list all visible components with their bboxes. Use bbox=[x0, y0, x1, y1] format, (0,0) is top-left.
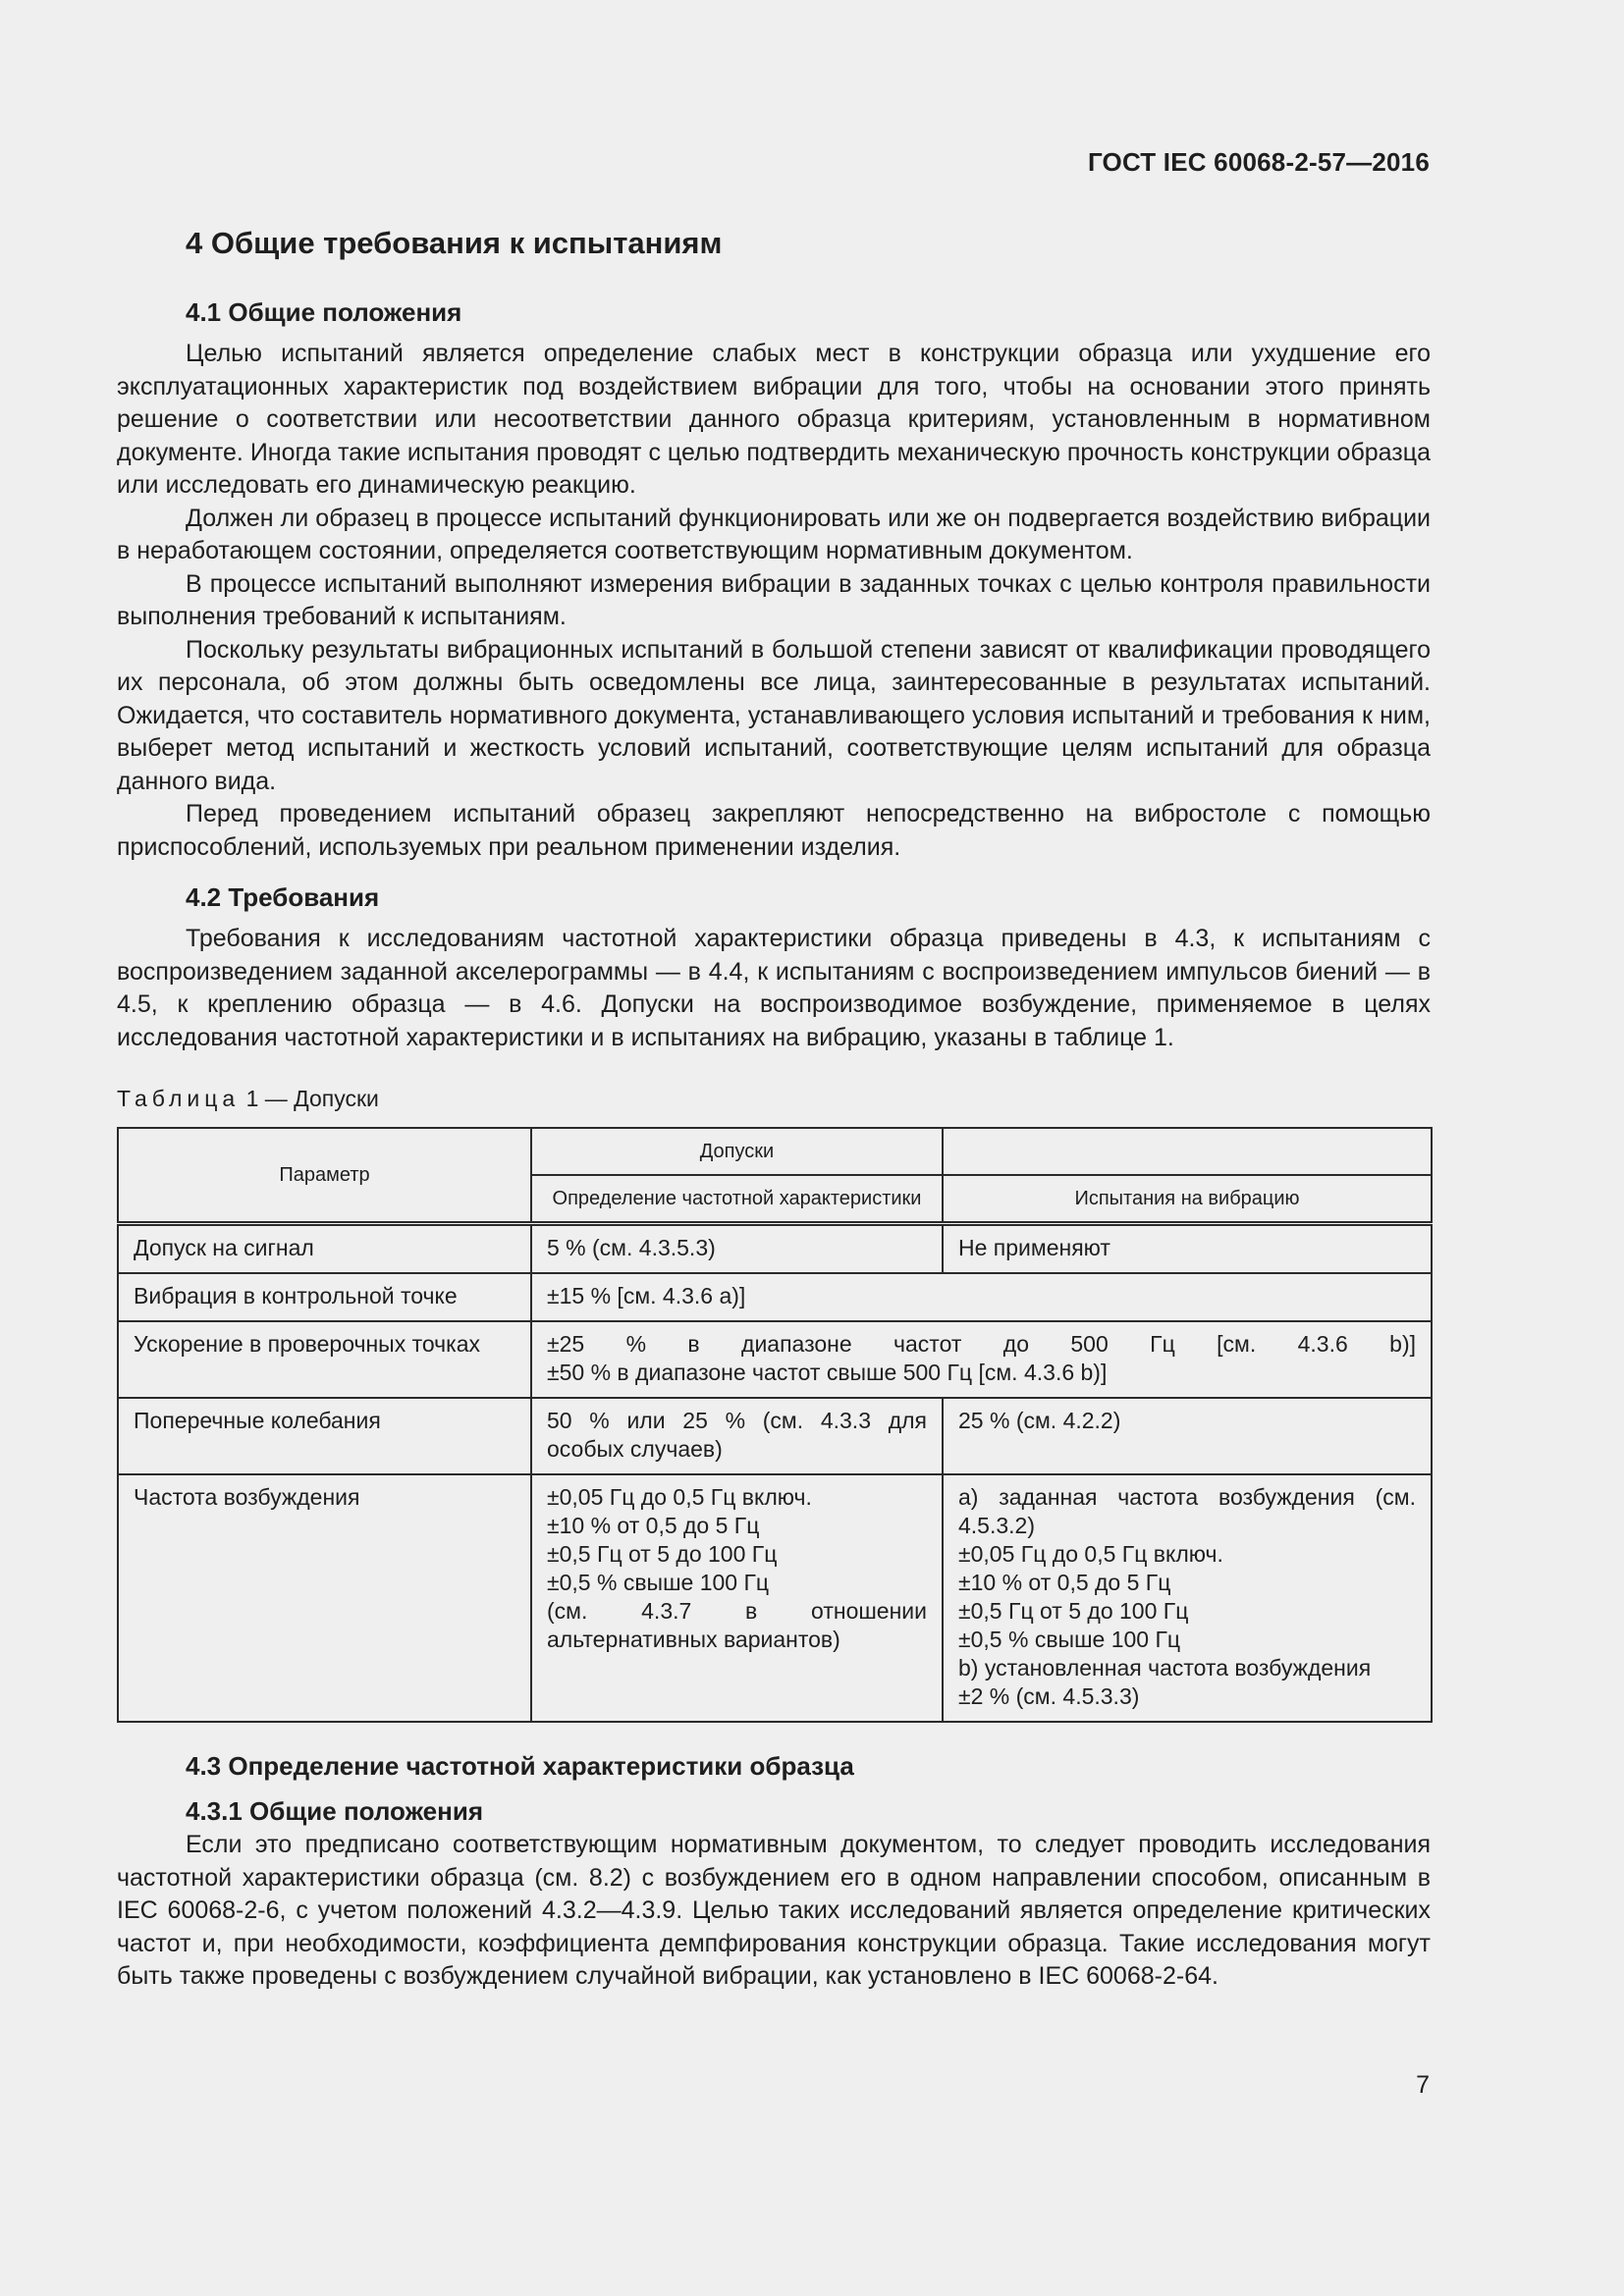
table-row bbox=[118, 1224, 1432, 1274]
section-4-1-paragraph: Целью испытаний является определение слабых мест в конструкции образца или ухудшение его эксплуатационных характеристик под воздействием вибрации для того, чтобы на основании этого принять решение о соответствии или несоответствии данного образца критериям, установленным в нормативном документе. Иногда такие испытания проводят с целью подтвердить механическую прочность конструкции образца или исследовать его динамическую реакцию. bbox=[117, 340, 1431, 499]
cell-parameter: Ускорение в проверочных точках bbox=[118, 1321, 531, 1398]
table-row bbox=[118, 1474, 1432, 1722]
cell-line: a) заданная частота возбуждения (см. 4.5.3.2) bbox=[958, 1484, 1416, 1538]
section-4-1-paragraph: Поскольку результаты вибрационных испытаний в большой степени зависят от квалификации проводящего их персонала, об этом должны быть осведомлены все лица, заинтересованные в результатах испытаний. Ожидается, что составитель нормативного документа, устанавливающего условия испытаний и требования к ним, выберет метод испытаний и жесткость условий испытаний, соответствующие целям испытаний для образца данного вида. bbox=[117, 635, 1431, 795]
table-caption bbox=[117, 1084, 1431, 1113]
cell-parameter: Вибрация в контрольной точке bbox=[118, 1273, 531, 1321]
cell-line: ±0,5 % свыше 100 Гц bbox=[958, 1627, 1181, 1652]
header-parameter: Параметр bbox=[118, 1128, 531, 1224]
cell-line: ±0,5 Гц от 5 до 100 Гц bbox=[547, 1541, 778, 1567]
tolerance-table bbox=[117, 1127, 1433, 1723]
section-4-3-1-title: 4.3.1 Общие положения bbox=[186, 1796, 483, 1826]
table-header-row bbox=[118, 1128, 1432, 1175]
header-frequency-response: Определение частотной характеристики bbox=[531, 1175, 943, 1224]
cell-parameter: Поперечные колебания bbox=[118, 1398, 531, 1474]
table-caption-label: Таблица bbox=[117, 1086, 241, 1111]
table-row bbox=[118, 1273, 1432, 1321]
cell-line: (см. 4.3.7 в отношении альтернативных вариантов) bbox=[547, 1598, 927, 1652]
cell-line: ±0,05 Гц до 0,5 Гц включ. bbox=[958, 1541, 1223, 1567]
cell-combined bbox=[531, 1321, 1432, 1398]
cell-line: ±10 % от 0,5 до 5 Гц bbox=[547, 1513, 760, 1538]
cell-parameter: Частота возбуждения bbox=[118, 1474, 531, 1722]
table-row bbox=[118, 1398, 1432, 1474]
cell-vibration-test: Не применяют bbox=[943, 1224, 1432, 1274]
cell-vibration-test: 25 % (см. 4.2.2) bbox=[943, 1398, 1432, 1474]
cell-vibration-test bbox=[943, 1474, 1432, 1722]
section-4-1-title: 4.1 Общие положения bbox=[186, 297, 462, 327]
cell-line: ±25 % в диапазоне частот до 500 Гц [см. 4.3.6 b)] bbox=[547, 1331, 1416, 1357]
section-4-1-paragraph: Перед проведением испытаний образец закрепляют непосредственно на вибростоле с помощью приспособлений, используемых при реальном применении изделия. bbox=[117, 800, 1431, 861]
cell-frequency-response: 50 % или 25 % (см. 4.3.3 для особых случаев) bbox=[531, 1398, 943, 1474]
page-number: 7 bbox=[1416, 2071, 1430, 2099]
section-4-2-paragraph: Требования к исследованиям частотной характеристики образца приведены в 4.3, к испытаниям с воспроизведением заданной акселерограммы — в 4.4, к испытаниям с воспроизведением импульсов биений — в 4.5, к креплению образца — в 4.6. Допуски на воспроизводимое возбуждение, применяемое в целях исследования частотной характеристики и в испытаниях на вибрацию, указаны в таблице 1. bbox=[117, 925, 1431, 1051]
table-caption-title: 1 — Допуски bbox=[245, 1086, 379, 1111]
header-empty bbox=[943, 1128, 1432, 1175]
cell-line: b) установленная частота возбуждения bbox=[958, 1655, 1372, 1681]
table-row bbox=[118, 1321, 1432, 1398]
cell-line: ±10 % от 0,5 до 5 Гц bbox=[958, 1570, 1171, 1595]
section-4-1-paragraph: В процессе испытаний выполняют измерения вибрации в заданных точках с целью контроля правильности выполнения требований к испытаниям. bbox=[117, 569, 1431, 630]
section-4-2-title: 4.2 Требования bbox=[186, 882, 380, 912]
cell-combined: ±15 % [см. 4.3.6 a)] bbox=[531, 1273, 1432, 1321]
section-4-3-title: 4.3 Определение частотной характеристики образца bbox=[186, 1751, 854, 1781]
header-vibration-test: Испытания на вибрацию bbox=[943, 1175, 1432, 1224]
cell-line: ±0,05 Гц до 0,5 Гц включ. bbox=[547, 1484, 812, 1510]
cell-line: ±0,5 Гц от 5 до 100 Гц bbox=[958, 1598, 1189, 1624]
section-4-title: 4 Общие требования к испытаниям bbox=[186, 226, 723, 260]
cell-frequency-response bbox=[531, 1474, 943, 1722]
header-tolerances: Допуски bbox=[531, 1128, 943, 1175]
section-4-3-1-paragraph: Если это предписано соответствующим нормативным документом, то следует проводить исследования частотной характеристики образца (см. 8.2) с возбуждением его в одном направлении способом, описанным в IEC 60068-2-6, с учетом положений 4.3.2—4.3.9. Целью таких исследований является определение критических частот и, при необходимости, коэффициента демпфирования конструкции образца. Такие исследования могут быть также проведены с возбуждением случайной вибрации, как установлено в IEC 60068-2-64. bbox=[117, 1831, 1431, 1990]
cell-line: ±0,5 % свыше 100 Гц bbox=[547, 1570, 770, 1595]
page-content bbox=[117, 220, 1431, 1994]
cell-parameter: Допуск на сигнал bbox=[118, 1224, 531, 1274]
cell-line: ±50 % в диапазоне частот свыше 500 Гц [см. 4.3.6 b)] bbox=[547, 1360, 1108, 1385]
document-code: ГОСТ IEC 60068-2-57—2016 bbox=[1087, 147, 1430, 177]
cell-line: ±2 % (см. 4.5.3.3) bbox=[958, 1683, 1140, 1709]
cell-frequency-response: 5 % (см. 4.3.5.3) bbox=[531, 1224, 943, 1274]
section-4-1-paragraph: Должен ли образец в процессе испытаний функционировать или же он подвергается воздействию вибрации в неработающем состоянии, определяется соответствующим нормативным документом. bbox=[117, 504, 1431, 564]
